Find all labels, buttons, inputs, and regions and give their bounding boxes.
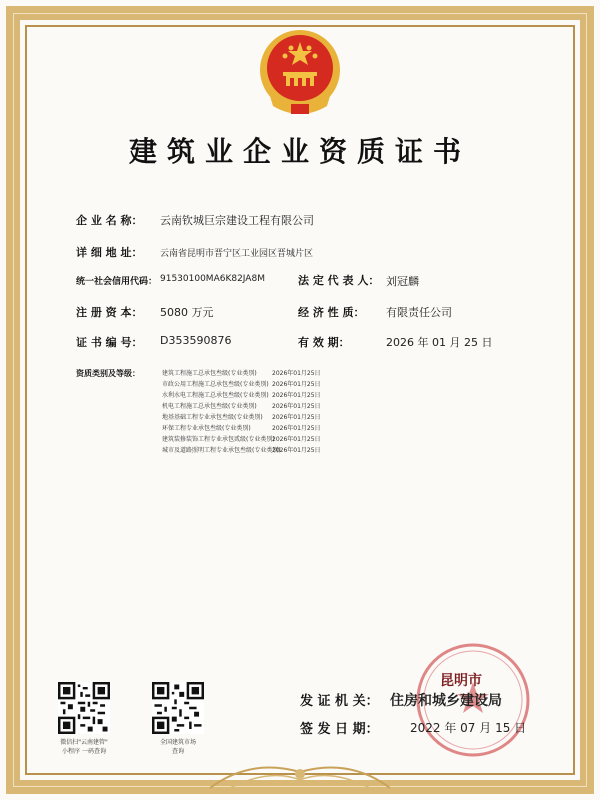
company-name-value: 云南钦城巨宗建设工程有限公司 [160, 214, 314, 227]
capital-value: 5080 万元 [160, 306, 214, 319]
issue-date-label: 签 发 日 期： [300, 722, 379, 737]
qualification-item: 建筑装修装饰工程专业承包贰级(专业类别) [162, 436, 275, 443]
national-emblem-icon [257, 26, 343, 118]
qualification-date: 2026年01月25日 [272, 392, 321, 399]
econ-type-label: 经 济 性 质： [298, 306, 365, 319]
address-label: 详 细 地 址： [76, 246, 143, 259]
cert-no-value: D353590876 [160, 334, 232, 347]
qr2-caption [138, 738, 218, 756]
cert-no-label: 证 书 编 号： [76, 336, 143, 349]
company-name-label: 企 业 名 称： [76, 214, 143, 227]
bottom-ornament-icon [200, 758, 400, 792]
qualification-item: 市政公用工程施工总承包叁级(专业类别) [162, 381, 269, 388]
legal-rep-label: 法 定 代 表 人： [298, 274, 380, 287]
qualification-item: 机电工程施工总承包叁级(专业类别) [162, 403, 257, 410]
valid-label: 有 效 期： [298, 336, 350, 349]
capital-label: 注 册 资 本： [76, 306, 143, 319]
qr1-caption [44, 738, 124, 756]
qualification-date: 2026年01月25日 [272, 447, 321, 454]
legal-rep-value: 刘冠麟 [386, 275, 419, 288]
qr-code-icon [58, 682, 110, 734]
issuer-label: 发 证 机 关： [300, 694, 379, 709]
address-value: 云南省昆明市晋宁区工业园区晋城片区 [160, 249, 314, 259]
qr2-caption-line1: 全国建筑市场 [159, 739, 196, 746]
qualification-item: 环保工程专业承包叁级(专业类别) [162, 425, 251, 432]
qr1-caption-line1: 微信扫"云南建管" [60, 739, 108, 746]
qr-code-icon [152, 682, 204, 734]
certificate-title: 建筑业企业资质证书 [128, 135, 471, 168]
qr2-caption-line2: 查询 [171, 748, 184, 755]
qualification-date: 2026年01月25日 [272, 370, 321, 377]
qualification-label: 资质类别及等级： [76, 369, 140, 378]
qualification-date: 2026年01月25日 [272, 425, 321, 432]
issuer-value: 住房和城乡建设局 [390, 693, 502, 709]
qualification-date: 2026年01月25日 [272, 381, 321, 388]
issuer-city: 昆明市 [440, 673, 482, 689]
qualification-date: 2026年01月25日 [272, 403, 321, 410]
econ-type-value: 有限责任公司 [386, 306, 452, 319]
qualification-date: 2026年01月25日 [272, 414, 321, 421]
valid-value: 2026 年 01 月 25 日 [386, 336, 493, 349]
credit-code-label: 统一社会信用代码： [76, 277, 158, 287]
qualification-item: 建筑工程施工总承包叁级(专业类别) [162, 370, 257, 377]
qualification-item: 城市及道路照明工程专业承包叁级(专业类别) [162, 447, 281, 454]
credit-code-value: 91530100MA6K82JA8M [160, 274, 265, 284]
qualification-item: 水利水电工程施工总承包叁级(专业类别) [162, 392, 269, 399]
qualification-item: 地基基础工程专业承包叁级(专业类别) [162, 414, 263, 421]
issue-date-value: 2022 年 07 月 15 日 [410, 721, 527, 735]
qr1-caption-line2: 小程序 一码查询 [62, 748, 106, 755]
qualification-date: 2026年01月25日 [272, 436, 321, 443]
